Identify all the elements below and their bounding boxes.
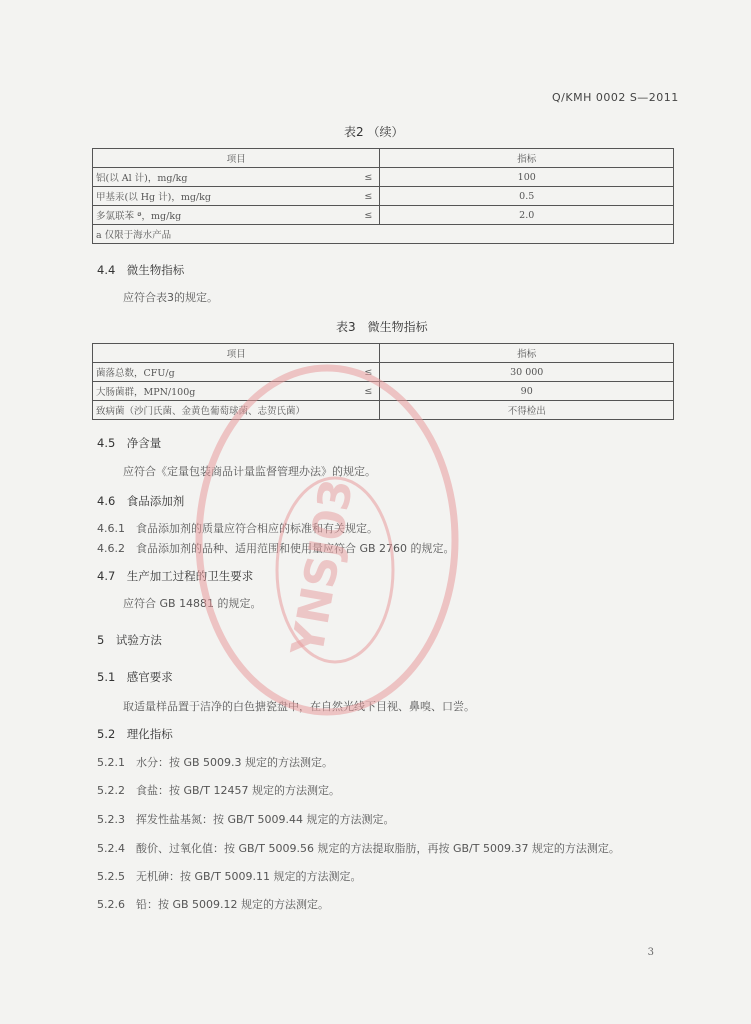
heading-5-1: 5.1 感官要求 (97, 670, 173, 684)
row-operator: ≤ (357, 206, 380, 225)
table2-header-row (93, 149, 674, 168)
table-row (93, 382, 674, 401)
table-row (93, 363, 674, 382)
row-value: 2.0 (380, 206, 674, 225)
text-4-4: 应符合表3的规定。 (123, 291, 218, 304)
heading-4-4: 4.4 微生物指标 (97, 263, 185, 277)
text-5-2-3: 5.2.3 挥发性盐基氮：按 GB/T 5009.44 规定的方法测定。 (97, 813, 395, 826)
table2 (92, 148, 674, 244)
row-operator: ≤ (357, 363, 380, 382)
text-5-2-4: 5.2.4 酸价、过氧化值：按 GB/T 5009.56 规定的方法提取脂肪，再按 GB/T 5009.37 规定的方法测定。 (97, 842, 620, 855)
row-value: 90 (380, 382, 674, 401)
row-name: 致病菌（沙门氏菌、金黄色葡萄球菌、志贺氏菌） (93, 401, 380, 420)
table2-header-item: 项目 (93, 149, 380, 168)
text-4-6-1: 4.6.1 食品添加剂的质量应符合相应的标准和有关规定。 (97, 522, 378, 535)
table3-header-row (93, 344, 674, 363)
table2-footnote-row (93, 225, 674, 244)
standard-code: Q/KMH 0002 S—2011 (552, 91, 679, 104)
table2-header-index: 指标 (380, 149, 674, 168)
row-value: 100 (380, 168, 674, 187)
text-5-2-2: 5.2.2 食盐：按 GB/T 12457 规定的方法测定。 (97, 784, 340, 797)
table-row (93, 401, 674, 420)
row-operator: ≤ (357, 187, 380, 206)
text-5-2-5: 5.2.5 无机砷：按 GB/T 5009.11 规定的方法测定。 (97, 870, 362, 883)
text-4-5: 应符合《定量包装商品计量监督管理办法》的规定。 (123, 465, 376, 478)
row-value: 0.5 (380, 187, 674, 206)
table-row (93, 168, 674, 187)
row-name: 多氯联苯 ª，mg/kg (93, 206, 358, 225)
heading-4-6: 4.6 食品添加剂 (97, 494, 185, 508)
heading-4-7: 4.7 生产加工过程的卫生要求 (97, 569, 254, 583)
page-number: 3 (647, 947, 654, 958)
text-5-2-6: 5.2.6 铅：按 GB 5009.12 规定的方法测定。 (97, 898, 330, 911)
row-value: 30 000 (380, 363, 674, 382)
text-4-7: 应符合 GB 14881 的规定。 (123, 597, 262, 610)
row-name: 菌落总数，CFU/g (93, 363, 358, 382)
heading-5-2: 5.2 理化指标 (97, 727, 173, 741)
heading-5: 5 试验方法 (97, 633, 162, 647)
table3-header-item: 项目 (93, 344, 380, 363)
table3-header-index: 指标 (380, 344, 674, 363)
row-value: 不得检出 (380, 401, 674, 420)
text-5-2-1: 5.2.1 水分：按 GB 5009.3 规定的方法测定。 (97, 756, 334, 769)
row-operator: ≤ (357, 168, 380, 187)
table3 (92, 343, 674, 420)
table2-footnote: a 仅限于海水产品 (93, 225, 674, 244)
row-name: 铝(以 Al 计)，mg/kg (93, 168, 358, 187)
row-operator: ≤ (357, 382, 380, 401)
row-name: 甲基汞(以 Hg 计)，mg/kg (93, 187, 358, 206)
table-row (93, 187, 674, 206)
text-4-6-2: 4.6.2 食品添加剂的品种、适用范围和使用量应符合 GB 2760 的规定。 (97, 542, 455, 555)
table3-caption: 表3 微生物指标 (336, 320, 428, 334)
heading-4-5: 4.5 净含量 (97, 436, 162, 450)
table-row (93, 206, 674, 225)
stamp-text: YNSJ03 (282, 475, 364, 660)
row-name: 大肠菌群，MPN/100g (93, 382, 358, 401)
table2-caption: 表2 （续） (344, 125, 404, 139)
text-5-1: 取适量样品置于洁净的白色搪瓷盘中，在自然光线下目视、鼻嗅、口尝。 (123, 700, 475, 713)
